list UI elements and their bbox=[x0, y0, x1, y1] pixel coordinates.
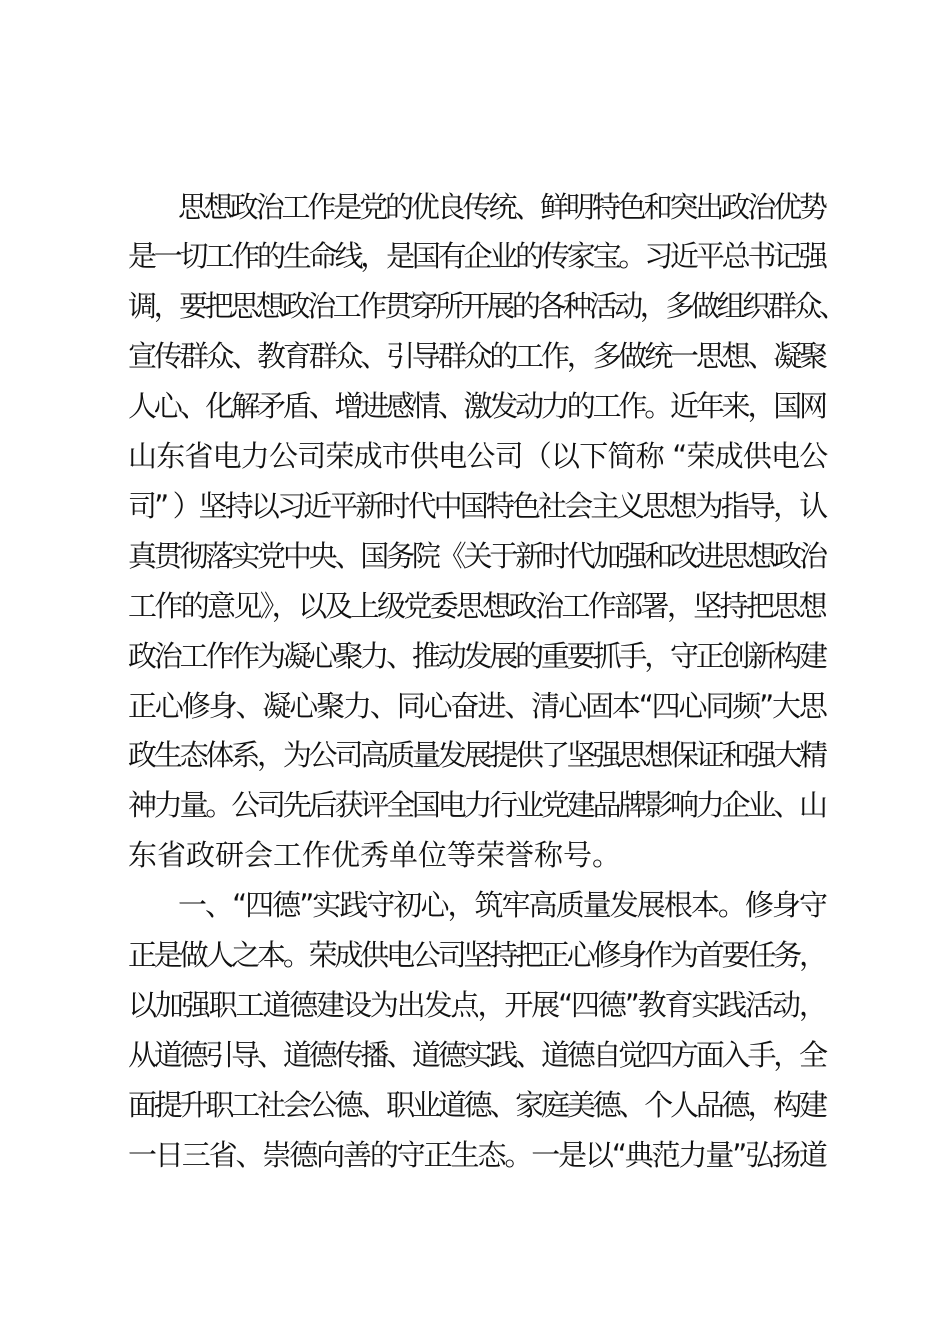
paragraph-2-line-3: 以加强职工道德建设为出发点，开展“四德”教育实践活动， bbox=[128, 988, 826, 1022]
paragraph-1-line-13: 神力量。公司先后获评全国电力行业党建品牌影响力企业、山 bbox=[128, 788, 825, 822]
paragraph-2-line-6: 一日三省、崇德向善的守正生态。一是以“典范力量”弘扬道 bbox=[128, 1138, 826, 1172]
paragraph-1-line-7: 司” ）坚持以习近平新时代中国特色社会主义思想为指导，认 bbox=[128, 489, 826, 523]
paragraph-1-line-3: 调，要把思想政治工作贯穿所开展的各种活动，多做组织群众、 bbox=[128, 289, 845, 323]
paragraph-2-line-4: 从道德引导、道德传播、道德实践、道德自觉四方面入手，全 bbox=[128, 1038, 825, 1072]
paragraph-1-line-1: 思想政治工作是党的优良传统、鲜明特色和突出政治优势 bbox=[178, 190, 825, 224]
paragraph-2-line-2: 正是做人之本。荣成供电公司坚持把正心修身作为首要任务， bbox=[128, 938, 825, 972]
paragraph-2-line-1: 一、“四德”实践守初心，筑牢高质量发展根本。修身守 bbox=[178, 888, 827, 922]
paragraph-1-line-2: 是一切工作的生命线，是国有企业的传家宝。习近平总书记强 bbox=[128, 239, 825, 273]
paragraph-1-line-12: 政生态体系，为公司高质量发展提供了坚强思想保证和强大精 bbox=[128, 738, 825, 772]
paragraph-1-line-11: 正心修身、凝心聚力、同心奋进、清心固本“四心同频”大思 bbox=[128, 689, 826, 723]
paragraph-1-line-6: 山东省电力公司荣成市供电公司（以下简称 “荣成供电公 bbox=[128, 439, 828, 473]
paragraph-1-line-10: 政治工作作为凝心聚力、推动发展的重要抓手，守正创新构建 bbox=[128, 639, 825, 673]
paragraph-1-line-14: 东省政研会工作优秀单位等荣誉称号。 bbox=[128, 838, 622, 872]
paragraph-2-line-5: 面提升职工社会公德、职业道德、家庭美德、个人品德，构建 bbox=[128, 1088, 825, 1122]
paragraph-1-line-4: 宣传群众、教育群众、引导群众的工作，多做统一思想、凝聚 bbox=[128, 339, 825, 373]
paragraph-1-line-5: 人心、化解矛盾、增进感情、激发动力的工作。近年来，国网 bbox=[128, 389, 825, 423]
paragraph-1-line-9: 工作的意见》，以及上级党委思想政治工作部署，坚持把思想 bbox=[128, 589, 825, 623]
paragraph-1-line-8: 真贯彻落实党中央、国务院《关于新时代加强和改进思想政治 bbox=[128, 539, 825, 573]
